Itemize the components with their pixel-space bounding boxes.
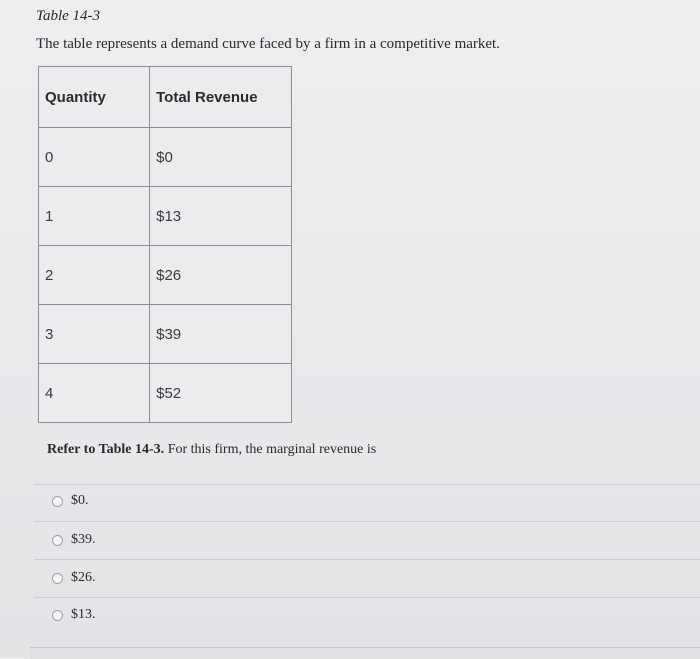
option-divider: [34, 521, 700, 522]
header-quantity: Quantity: [39, 67, 150, 128]
total-revenue-cell: $26: [150, 246, 292, 305]
table-header-row: [39, 67, 292, 128]
total-revenue-cell: $39: [150, 305, 292, 364]
option-label: $0.: [71, 493, 89, 508]
quantity-cell: 3: [39, 305, 150, 364]
quantity-cell: 4: [39, 364, 150, 423]
quantity-cell: 1: [39, 187, 150, 246]
answer-option-d[interactable]: [52, 607, 96, 623]
answer-option-a[interactable]: [52, 493, 89, 509]
option-divider: [34, 559, 700, 560]
total-revenue-cell: $13: [150, 187, 292, 246]
radio-button[interactable]: [52, 496, 63, 507]
table-caption: Table 14-3: [36, 8, 101, 24]
table-row: [39, 305, 292, 364]
total-revenue-cell: $52: [150, 364, 292, 423]
table-description: The table represents a demand curve faced by a firm in a competitive market.: [36, 36, 500, 52]
question-body: For this firm, the marginal revenue is: [164, 442, 377, 457]
option-label: $39.: [71, 532, 96, 547]
table-row: [39, 246, 292, 305]
option-label: $26.: [71, 570, 96, 585]
table-row: [39, 128, 292, 187]
bottom-border: [30, 647, 700, 659]
radio-button[interactable]: [52, 610, 63, 621]
option-label: $13.: [71, 607, 96, 622]
demand-table: [38, 66, 292, 423]
quantity-cell: 0: [39, 128, 150, 187]
total-revenue-cell: $0: [150, 128, 292, 187]
question-text: [47, 442, 376, 458]
quantity-cell: 2: [39, 246, 150, 305]
option-divider: [34, 597, 700, 598]
table-row: [39, 364, 292, 423]
question-lead: Refer to Table 14-3.: [47, 442, 165, 457]
radio-button[interactable]: [52, 573, 63, 584]
option-divider: [34, 484, 700, 485]
answer-option-c[interactable]: [52, 570, 96, 586]
answer-option-b[interactable]: [52, 532, 96, 548]
radio-button[interactable]: [52, 535, 63, 546]
table-row: [39, 187, 292, 246]
header-total-revenue: Total Revenue: [150, 67, 292, 128]
